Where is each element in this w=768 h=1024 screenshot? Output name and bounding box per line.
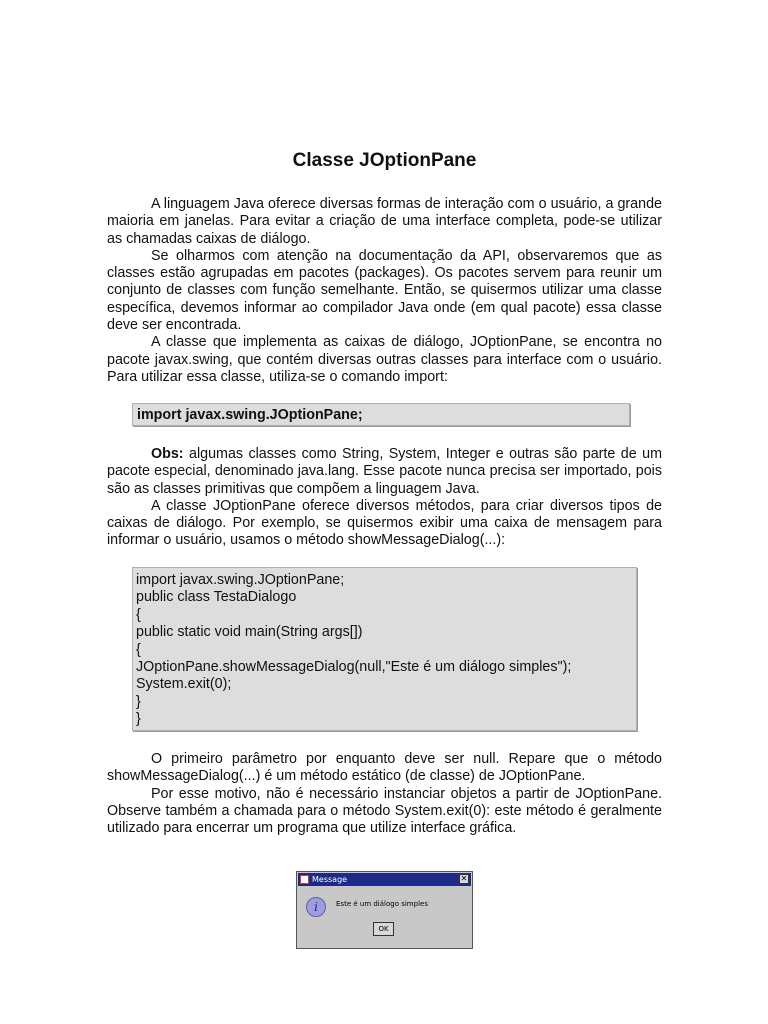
dialog-title: Message (312, 875, 348, 884)
code-line: JOptionPane.showMessageDialog(null,"Este é um diálogo simples"); (136, 659, 572, 676)
paragraph-methods: A classe JOptionPane oferece diversos métodos, para criar diversos tipos de caixas de diálogo. Por exemplo, se quisermos exibir uma caixa de mensagem para informar o usuário, usamos o método showMessageDialog(...): (107, 497, 662, 549)
code-line: } (136, 711, 141, 728)
paragraph-import: A classe que implementa as caixas de diálogo, JOptionPane, se encontra no pacote javax.swing, que contém diversas outras classes para interface com o usuário. Para utilizar essa classe, utiliza-se o comando import: (107, 334, 662, 385)
code-line: import javax.swing.JOptionPane; (136, 572, 345, 588)
java-app-icon (300, 875, 309, 884)
code-line: public static void main(String args[]) (136, 624, 363, 641)
obs-label: Obs: (151, 446, 184, 462)
code-line: public class TestaDialogo (136, 589, 297, 606)
info-icon: i (306, 897, 326, 917)
paragraph-obs (107, 446, 662, 498)
intro-section (107, 196, 662, 386)
dialog-titlebar (298, 873, 471, 886)
explanation-section (107, 751, 662, 837)
page-title: Classe JOptionPane (292, 150, 477, 171)
example-code-box (132, 567, 637, 731)
message-dialog-screenshot (296, 871, 473, 949)
paragraph-packages: Se olharmos com atenção na documentação da API, observaremos que as classes estão agrupadas em pacotes (packages). Os pacotes servem para reunir um conjunto de classes com função semelhante. Então, se quisermos utilizar uma classe específica, devemos informar ao compilador Java onde (em qual pacote) essa classe deve ser encontrada. (107, 247, 662, 334)
paragraph-system-exit: Por esse motivo, não é necessário instanciar objetos a partir de JOptionPane. Observe também a chamada para o método System.exit(0): este método é geralmente utilizado para encerrar um programa que utilize interface gráfica. (107, 785, 662, 837)
dialog-message: Este é um diálogo simples (336, 900, 428, 908)
paragraph-first-param: O primeiro parâmetro por enquanto deve ser null. Repare que o método showMessageDialog(...) é um método estático (de classe) de JOptionPane. (107, 751, 662, 785)
ok-button[interactable]: OK (373, 922, 394, 936)
code-line: { (136, 606, 141, 623)
paragraph-intro: A linguagem Java oferece diversas formas de interação com o usuário, a grande maioria em janelas. Para evitar a criação de uma interface completa, pode-se utilizar as chamadas caixas de diálogo. (107, 196, 662, 247)
import-code-box: import javax.swing.JOptionPane; (132, 403, 630, 426)
close-icon[interactable]: ✕ (460, 874, 468, 883)
code-line: { (136, 641, 141, 658)
obs-text: algumas classes como String, System, Integer e outras são parte de um pacote especial, denominado java.lang. Esse pacote nunca precisa ser importado, pois são as classes primitivas que compõem a linguagem Java. (107, 446, 662, 497)
obs-section (107, 446, 662, 550)
code-line: System.exit(0); (136, 676, 232, 693)
code-line: } (136, 693, 141, 710)
